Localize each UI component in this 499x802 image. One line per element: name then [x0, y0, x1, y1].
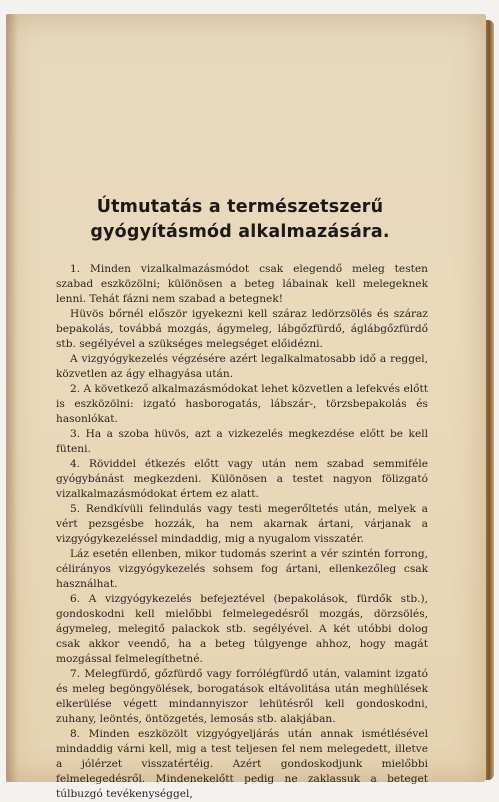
paragraph: 8. Minden eszközölt vizgyógyeljárás után annak ismétlésével mindaddig várni kell, mig a test teljesen fel nem melegedett, illetve a jólérzet visszatértéig. Azért gondoskodjunk mielőbbi felmelegedésről. Mindenekelőtt pedig ne zaklassuk a beteget túlbuzgó tevékenységgel,: [56, 728, 428, 800]
paragraph: 5. Rendkívüli felindulás vagy testi megerőltetés után, melyek a vért pezsgésbe hozzák, ha nem akarnak ártani, várjanak a vizgyógykezeléssel mindaddig, mig a nyugalom visszatér.: [56, 503, 428, 545]
paragraph: 2. A következő alkalmazásmódokat lehet közvetlen a lefekvés előtt is eszközölni: izgató hasborogatás, lábszár-, törzsbepakolás és hasonlókat.: [56, 383, 428, 425]
paragraph: 1. Minden vizalkalmazásmódot csak elegendő meleg testen szabad eszközölni; különösen a beteg lábainak kell melegeknek lenni. Tehát fázni nem szabad a betegnek!: [56, 263, 428, 305]
section-title: Útmutatás a természetszerű gyógyításmód alkalmazására.: [90, 197, 390, 242]
page-gutter-shadow: [6, 14, 18, 782]
paragraph: 7. Melegfürdő, gőzfürdő vagy forrólégfürdő után, valamint izgató és meleg begöngyölések, borogatások eltávolitása után meghülések elkerülése végett mindannyiszor lehütésről kell gondoskodni, zuhany, leöntés, öntözgetés, lemosás stb. alakjában.: [56, 668, 428, 725]
paragraph: Hüvös bőrnél először igyekezni kell száraz ledörzsölés és száraz bepakolás, továbbá mozgás, ágymeleg, lábgőzfürdő, áglábgőzfürdő stb. segélyével a szükséges melegséget előidézni.: [56, 308, 428, 350]
paragraph: Láz esetén ellenben, mikor tudomás szerint a vér szintén forrong, célirányos vizgyógykezelés sohsem fog ártani, ellenkezőleg csak használhat.: [56, 548, 428, 590]
body-text: [56, 262, 428, 802]
paragraph: 4. Röviddel étkezés előtt vagy után nem szabad semmiféle gyógybánást megkezdeni. Különösen a testet nagyon fölizgató vizalkalmazásmódokat értem ez alatt.: [56, 458, 428, 500]
paragraph: A vizgyógykezelés végzésére azért legalkalmatosabb idő a reggel, közvetlen az ágy elhagyása után.: [56, 353, 428, 380]
paragraph: 6. A vizgyógykezelés befejeztével (bepakolások, fürdők stb.), gondoskodni kell mielőbbi felmelegedésről mozgás, dörzsölés, ágymeleg, melegitő palackok stb. segélyével. A két utóbbi dolog csak akkor veendő, ha a beteg túlgyenge ahhoz, hogy magát mozgással felmelegíthetné.: [56, 593, 428, 665]
paragraph: 3. Ha a szoba hüvös, azt a vizkezelés megkezdése előtt be kell füteni.: [56, 428, 428, 455]
